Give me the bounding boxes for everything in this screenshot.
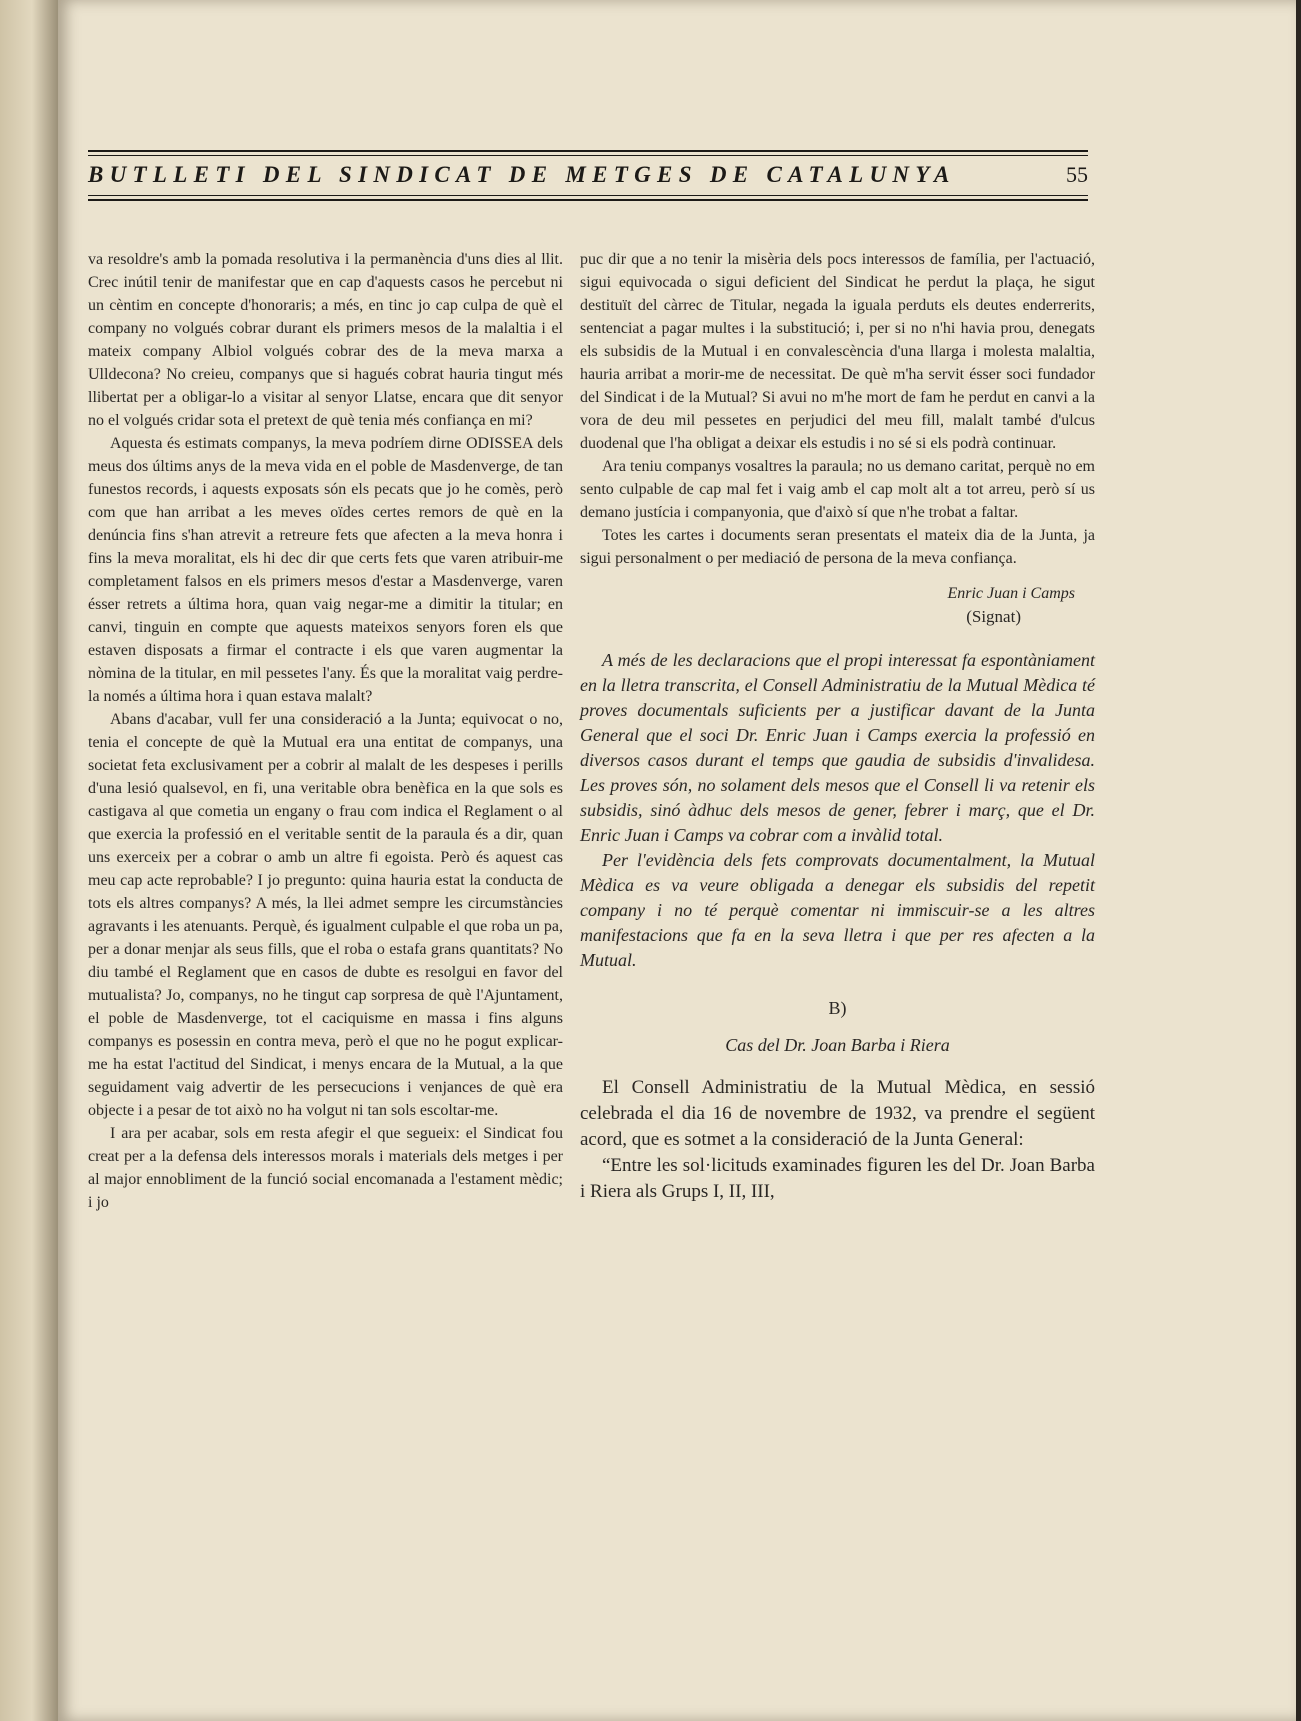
page-number: 55: [1066, 162, 1088, 187]
paragraph: Ara teniu companys vosaltres la paraula; no us demano caritat, perquè no em sento culpable de cap mal fet i vaig amb el cap molt alt a tot arreu, però sí us demano justícia i companyonia, que d'això sí que n'he trobat a faltar.: [580, 458, 1095, 521]
facing-page-edge: [0, 0, 58, 1721]
section-body: [580, 1075, 1095, 1205]
council-statement: [580, 648, 1095, 973]
header-line: [88, 156, 1088, 192]
signed-note: (Signat): [966, 607, 1021, 626]
signature: Enric Juan i Camps: [947, 585, 1075, 602]
paragraph: va resoldre's amb la pomada resolutiva i la permanència d'uns dies al llit. Crec inútil tenir de manifestar que en cap d'aquests casos he percebut ni un cèntim en concepte d'honoraris; a més, en tinc jo cap culpa de què el company no volgués cobrar durant els primers mesos de la malaltia i el mateix company Albiol volgués cobrar des de la meva marxa a Ulldecona? No creieu, companys que si hagués cobrat hauria tingut més llibertat per a obligar-lo a visitar al senyor Llatse, encara que dit senyor no el volgués cridar sota el pretext de què tenia més confiança en mi?: [88, 251, 563, 429]
paragraph: I ara per acabar, sols em resta afegir el que segueix: el Sindicat fou creat per a la defensa dels interessos morals i materials dels metges i per al major ennobliment de la funció social encomanada a l'estament mèdic; i jo: [88, 1125, 563, 1211]
left-column: [88, 248, 563, 1214]
header-rule-bottom-thin: [88, 195, 1088, 196]
paragraph: “Entre les sol·licituds examinades figuren les del Dr. Joan Barba i Riera als Grups I, II, III,: [580, 1155, 1095, 1202]
right-column: [580, 248, 1095, 1205]
paragraph: El Consell Administratiu de la Mutual Mèdica, en sessió celebrada el dia 16 de novembre de 1932, va prendre el següent acord, que es sotmet a la consideració de la Junta General:: [580, 1077, 1095, 1150]
running-header: [88, 150, 1088, 201]
header-rule-top: [88, 150, 1088, 152]
paragraph: puc dir que a no tenir la misèria dels pocs interessos de família, per l'actuació, sigui equivocada o sigui deficient del Sindicat he perdut la plaça, he sigut destituït del càrrec de Titular, negada la iguala perduts els deutes enderrerits, sentenciat a pagar multes i la substitució; i, per si no n'hi havia prou, denegats els subsidis de la Mutual i en convalescència d'una llarga i molesta malaltia, hauria arribat a morir-me de necessitat. De què m'ha servit ésser soci fundador del Sindicat i de la Mutual? Si avui no m'he mort de fam he perdut en canvi a la vora de deu mil pessetes en perjudici del meu fill, malalt també d'ulcus duodenal que l'ha obligat a deixar els estudis i no sé si els podrà continuar.: [580, 251, 1095, 452]
header-rule-bottom: [88, 199, 1088, 201]
journal-title: BUTLLETI DEL SINDICAT DE METGES DE CATALUNYA: [88, 162, 956, 187]
italic-paragraph: A més de les declaracions que el propi interessat fa espontàniament en la lletra transcrita, el Consell Administratiu de la Mutual Mèdica té proves documentals suficients per a justificar davant de la Junta General que el soci Dr. Enric Juan i Camps exercia la professió en diversos casos durant el temps que gaudia de subsidis d'invalidesa. Les proves són, no solament dels mesos que el Consell li va retenir els subsidis, sinó àdhuc dels mesos de gener, febrer i març, que el Dr. Enric Juan i Camps va cobrar com a invàlid total.: [580, 650, 1095, 845]
paragraph: Aquesta és estimats companys, la meva podríem dirne ODISSEA dels meus dos últims anys de la meva vida en el poble de Masdenverge, de tan funestos records, i aquests exposats són els pecats que jo he comès, però com que han arribat a les meves oïdes certes remors de què en la denúncia fins s'han atrevit a retreure fets que afecten a la meva honra i fins la meva moralitat, els hi dec dir que certs fets que varen atribuir-me completament falsos en els primers mesos d'estar a Masdenverge, varen ésser retrets a última hora, quan vaig negar-me a dimitir la titular; en canvi, tinguin en compte que aquests mateixos senyors foren els que estaven disposats a firmar el contracte i els que varen augmentar la nòmina de la titular, en mil pessetes l'any. És que la moralitat vaig perdre-la només a última hora i quan estava malalt?: [88, 435, 563, 705]
section-title: Cas del Dr. Joan Barba i Riera: [725, 1035, 950, 1055]
section-letter: B): [828, 998, 847, 1018]
paragraph: Totes les cartes i documents seran presentats el mateix dia de la Junta, ja sigui personalment o per mediació de persona de la meva confiança.: [580, 527, 1095, 567]
paragraph: Abans d'acabar, vull fer una consideració a la Junta; equivocat o no, tenia el concepte de què la Mutual era una entitat de companys, una societat feta exclusivament per a cobrir al malalt de les despeses i perills d'una lesió qualsevol, en fi, una veritable obra benèfica en la que sols es castigava al que cometia un engany o frau com indica el Reglament o al que exercia la professió en el veritable sentit de la paraula és a dir, quan uns exerceix per a cobrar o amb un altre fi egoista. Però és aquest cas meu cap acte reprobable? I jo pregunto: quina hauria estat la conducta de tots els altres companys? A més, la llei admet sempre les circumstàncies agravants i les atenuants. Perquè, és igualment culpable el que roba un pa, per a donar menjar als seus fills, que el roba o estafa grans quantitats? No diu també el Reglament que en casos de dubte es resolgui en favor del mutualista? Jo, companys, no he tingut cap sorpresa de què l'Ajuntament, el poble de Masdenverge, tot el caciquisme en massa i fins alguns companys es posessin en contra meva, però el que no he pogut explicar-me ha estat l'actitud del Sindicat, i menys encara de la Mutual, a la que seguidament vaig advertir de les persecucions i venjances de què era objecte i a pesar de tot això no ha volgut ni tan sols escoltar-me.: [88, 711, 563, 1119]
italic-paragraph: Per l'evidència dels fets comprovats documentalment, la Mutual Mèdica es va veure obligada a denegar els subsidis del repetit company i no té perquè comentar ni immiscuir-se a les altres manifestacions que fa en la seva lletra i que per res afecten a la Mutual.: [580, 850, 1095, 970]
